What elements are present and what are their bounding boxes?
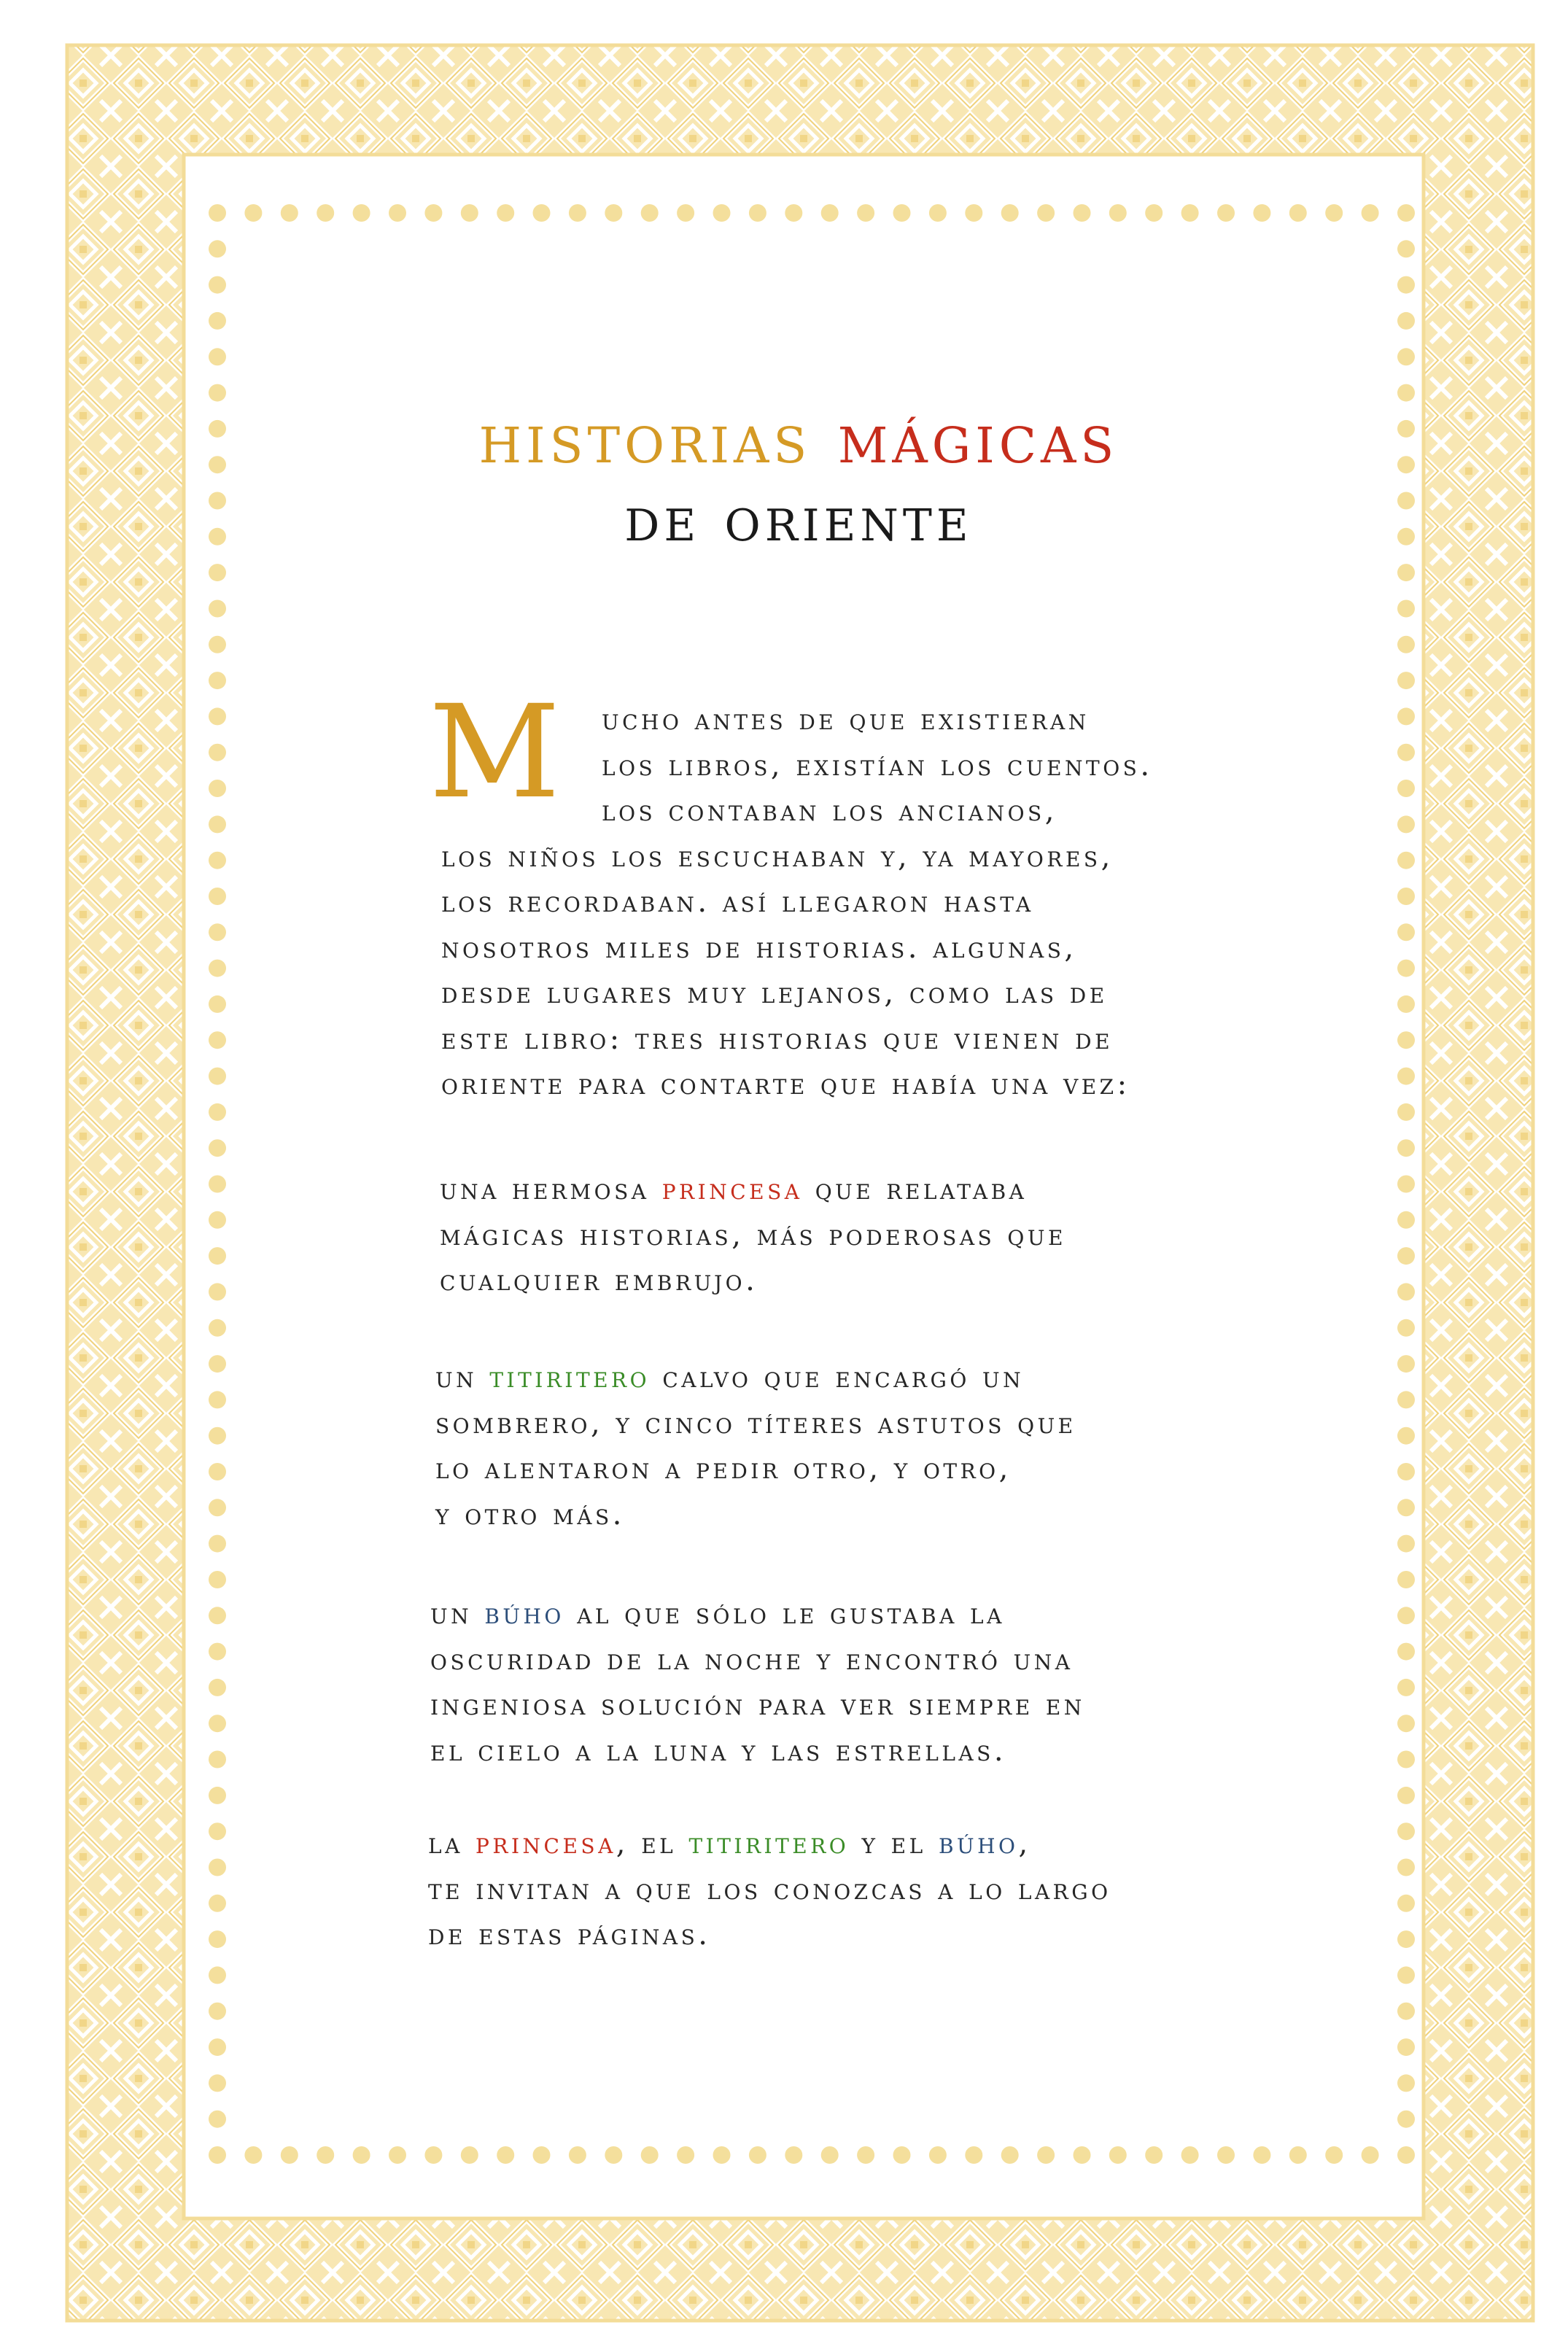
border-dot (1397, 1643, 1415, 1661)
border-dot (209, 1822, 226, 1840)
border-dot (1217, 204, 1235, 222)
text: un (430, 1597, 473, 1631)
border-dot (569, 2146, 586, 2164)
border-dot (209, 2111, 226, 2128)
border-dot (1397, 1463, 1415, 1480)
border-dot (1397, 1247, 1415, 1265)
text: calvo que encargó un (662, 1361, 1025, 1394)
border-dot (209, 1607, 226, 1624)
border-dot (965, 2146, 982, 2164)
border-dot (857, 2146, 874, 2164)
keyword-titiritero: titiritero (688, 1827, 850, 1860)
border-dot (353, 204, 370, 222)
border-dot (1397, 1427, 1415, 1445)
border-dot (209, 2038, 226, 2056)
border-dot (209, 1319, 226, 1337)
border-dot (785, 204, 802, 222)
border-dot (209, 815, 226, 833)
paragraph-line: sombrero, y cinco títeres astutos que (435, 1406, 1076, 1440)
border-dot (1397, 636, 1415, 653)
border-dot (1397, 815, 1415, 833)
border-dot (209, 1355, 226, 1373)
border-dot (1397, 2074, 1415, 2092)
border-dot (1397, 1031, 1415, 1049)
border-dot (209, 1679, 226, 1696)
border-dot (1253, 2146, 1270, 2164)
border-dot (1397, 1966, 1415, 1984)
border-dot (209, 240, 226, 257)
paragraph-line: de estas páginas. (428, 1918, 711, 1952)
border-dot (209, 1499, 226, 1516)
paragraph-line (440, 1167, 1242, 1213)
border-dot (713, 2146, 731, 2164)
paragraph-closing (428, 1821, 1230, 1958)
border-dot (1397, 564, 1415, 581)
border-dot (209, 204, 226, 222)
border-dot (677, 204, 694, 222)
border-dot (1397, 276, 1415, 294)
border-dot (209, 852, 226, 869)
border-dot (1397, 1176, 1415, 1193)
border-dot (209, 707, 226, 725)
border-dot (1397, 1787, 1415, 1804)
border-dot (1397, 1391, 1415, 1408)
border-dot (821, 2146, 839, 2164)
border-dot (1109, 204, 1127, 222)
paragraph-line: ingeniosa solución para ver siempre en (430, 1688, 1085, 1722)
border-dot (1397, 2111, 1415, 2128)
border-dot (1145, 204, 1163, 222)
border-dot (1325, 204, 1343, 222)
paragraph-line: cualquier embrujo. (440, 1264, 758, 1297)
border-dot (209, 995, 226, 1013)
border-dot (1109, 2146, 1127, 2164)
border-dot (1397, 1679, 1415, 1696)
intro-line: los libros, existían los cuentos. (602, 748, 1153, 783)
border-dot (929, 2146, 947, 2164)
border-dot (389, 2146, 406, 2164)
paragraph-line (428, 1821, 1230, 1867)
border-dot (1397, 2146, 1415, 2164)
border-dot (569, 204, 586, 222)
intro-line: este libro: tres historias que vienen de (441, 1022, 1114, 1056)
text: , (1018, 1827, 1031, 1860)
title-word-historias: historias (478, 397, 812, 479)
border-dot (1397, 923, 1415, 941)
text: , el (616, 1827, 677, 1860)
border-dot (1037, 204, 1055, 222)
border-dot (533, 204, 551, 222)
border-dot (497, 204, 514, 222)
border-dot (1397, 1499, 1415, 1516)
border-dot (1397, 1319, 1415, 1337)
border-dot (209, 312, 226, 330)
border-dot (281, 2146, 298, 2164)
keyword-buho: búho (938, 1827, 1019, 1860)
border-dot (209, 2074, 226, 2092)
page-title (0, 398, 1568, 478)
border-dot (209, 1463, 226, 1480)
border-dot (1145, 2146, 1163, 2164)
border-dot (209, 348, 226, 365)
border-dot (209, 1247, 226, 1265)
border-dot (1074, 204, 1091, 222)
border-dot (209, 600, 226, 618)
border-dot (1289, 204, 1307, 222)
border-dot (209, 1535, 226, 1553)
border-dot (1037, 2146, 1055, 2164)
title-word-oriente: oriente (724, 483, 973, 556)
border-dot (929, 204, 947, 222)
paragraph-line: mágicas historias, más poderosas que (440, 1218, 1066, 1252)
intro-line: los contaban los ancianos, (602, 794, 1057, 828)
paragraph-puppeteer (435, 1355, 1238, 1537)
border-dot (1397, 1103, 1415, 1121)
border-dot (1397, 2003, 1415, 2020)
border-dot (605, 2146, 622, 2164)
border-dot (497, 2146, 514, 2164)
border-dot (1397, 1355, 1415, 1373)
border-dot (1397, 240, 1415, 257)
border-dot (1397, 1930, 1415, 1948)
border-dot (1397, 744, 1415, 761)
text: al que sólo le gustaba la (577, 1597, 1005, 1631)
border-dot (244, 2146, 262, 2164)
border-dot (1397, 672, 1415, 689)
border-dot (209, 1103, 226, 1121)
border-dot (1181, 204, 1199, 222)
border-dot (1397, 1139, 1415, 1157)
border-dot (461, 2146, 478, 2164)
border-dot (209, 1895, 226, 1912)
border-dot (1001, 2146, 1019, 2164)
border-dot (533, 2146, 551, 2164)
title-word-de: de (624, 483, 701, 556)
text: un (435, 1361, 478, 1394)
border-dot (1397, 1751, 1415, 1769)
border-dot (424, 2146, 442, 2164)
border-dot (1397, 707, 1415, 725)
border-dot (1397, 2038, 1415, 2056)
paragraph-owl (430, 1591, 1233, 1774)
intro-line: ucho antes de que existieran (602, 703, 1090, 737)
paragraph-line: te invitan a que los conozcas a lo largo (428, 1872, 1111, 1906)
border-dot (641, 204, 659, 222)
keyword-buho: búho (484, 1597, 564, 1631)
paragraph-line (430, 1591, 1233, 1637)
text: y el (861, 1827, 926, 1860)
border-dot (1217, 2146, 1235, 2164)
border-dot (749, 2146, 766, 2164)
border-dot (821, 204, 839, 222)
border-dot (1074, 2146, 1091, 2164)
border-dot (209, 276, 226, 294)
border-dot (1362, 204, 1379, 222)
intro-line: los recordaban. así llegaron hasta (441, 885, 1034, 919)
border-dot (209, 960, 226, 977)
border-dot (1397, 1859, 1415, 1876)
border-dot (965, 204, 982, 222)
border-dot (857, 204, 874, 222)
border-dot (209, 1176, 226, 1193)
border-dot (209, 1751, 226, 1769)
border-dot (1397, 1068, 1415, 1085)
text: la (428, 1827, 463, 1860)
border-dot (209, 1211, 226, 1229)
border-dot (893, 204, 911, 222)
border-dot (1397, 960, 1415, 977)
drop-cap: M (429, 678, 561, 827)
border-dot (317, 204, 334, 222)
border-dot (641, 2146, 659, 2164)
paragraph-line: oscuridad de la noche y encontró una (430, 1642, 1074, 1677)
border-dot (1397, 1607, 1415, 1624)
border-dot (1397, 312, 1415, 330)
border-dot (209, 564, 226, 581)
border-dot (209, 1283, 226, 1300)
paragraph-line (435, 1355, 1238, 1401)
border-dot (209, 1859, 226, 1876)
border-dot (1253, 204, 1270, 222)
border-dot (749, 204, 766, 222)
border-dot (389, 204, 406, 222)
keyword-titiritero: titiritero (489, 1361, 651, 1394)
border-dot (605, 204, 622, 222)
border-dot (1397, 780, 1415, 797)
border-dot (713, 204, 731, 222)
border-dot (209, 672, 226, 689)
border-dot (893, 2146, 911, 2164)
intro-line: oriente para contarte que había una vez: (441, 1068, 1130, 1101)
border-dot (1362, 2146, 1379, 2164)
border-dot (317, 2146, 334, 2164)
border-dot (1289, 2146, 1307, 2164)
border-dot (209, 1031, 226, 1049)
text: una hermosa (440, 1173, 650, 1206)
intro-line: los niños los escuchaban y, ya mayores, (441, 839, 1114, 874)
text: que relataba (815, 1173, 1028, 1206)
border-dot (1397, 1571, 1415, 1588)
border-dot (209, 744, 226, 761)
border-dot (209, 1643, 226, 1661)
keyword-princesa: princesa (476, 1827, 616, 1860)
border-dot (1397, 1822, 1415, 1840)
border-dot (209, 1068, 226, 1085)
paragraph-line: el cielo a la luna y las estrellas. (430, 1734, 1007, 1768)
intro-paragraph (441, 697, 1243, 1108)
border-dot (1397, 1211, 1415, 1229)
border-dot (209, 780, 226, 797)
border-dot (785, 2146, 802, 2164)
page-subtitle (0, 483, 1568, 556)
border-dot (209, 1966, 226, 1984)
border-dot (1001, 204, 1019, 222)
intro-line: desde lugares muy lejanos, como las de (441, 977, 1108, 1010)
border-dot (281, 204, 298, 222)
border-dot (1397, 1535, 1415, 1553)
border-dot (209, 1715, 226, 1732)
border-dot (1325, 2146, 1343, 2164)
border-dot (1181, 2146, 1199, 2164)
border-dot (209, 2003, 226, 2020)
border-dot (209, 636, 226, 653)
border-dot (209, 1139, 226, 1157)
border-dot (209, 1571, 226, 1588)
border-dot (1397, 852, 1415, 869)
border-dot (1397, 888, 1415, 905)
border-dot (209, 1391, 226, 1408)
paragraph-line: lo alentaron a pedir otro, y otro, (435, 1452, 1012, 1486)
border-dot (209, 1787, 226, 1804)
border-dot (1397, 1715, 1415, 1732)
border-dot (1397, 600, 1415, 618)
border-dot (209, 1427, 226, 1445)
border-dot (1397, 204, 1415, 222)
paragraph-princess (440, 1167, 1242, 1304)
border-dot (1397, 1283, 1415, 1300)
intro-line: nosotros miles de historias. algunas, (441, 931, 1077, 965)
border-dot (1397, 348, 1415, 365)
border-dot (209, 2146, 226, 2164)
border-dot (209, 888, 226, 905)
border-dot (209, 923, 226, 941)
border-dot (244, 204, 262, 222)
border-dot (1397, 1895, 1415, 1912)
paragraph-line: y otro más. (435, 1497, 625, 1531)
keyword-princesa: princesa (661, 1173, 803, 1206)
border-dot (353, 2146, 370, 2164)
border-dot (461, 204, 478, 222)
title-word-magicas: mágicas (837, 397, 1119, 479)
border-dot (209, 1930, 226, 1948)
border-dot (677, 2146, 694, 2164)
border-dot (1397, 995, 1415, 1013)
border-dot (424, 204, 442, 222)
